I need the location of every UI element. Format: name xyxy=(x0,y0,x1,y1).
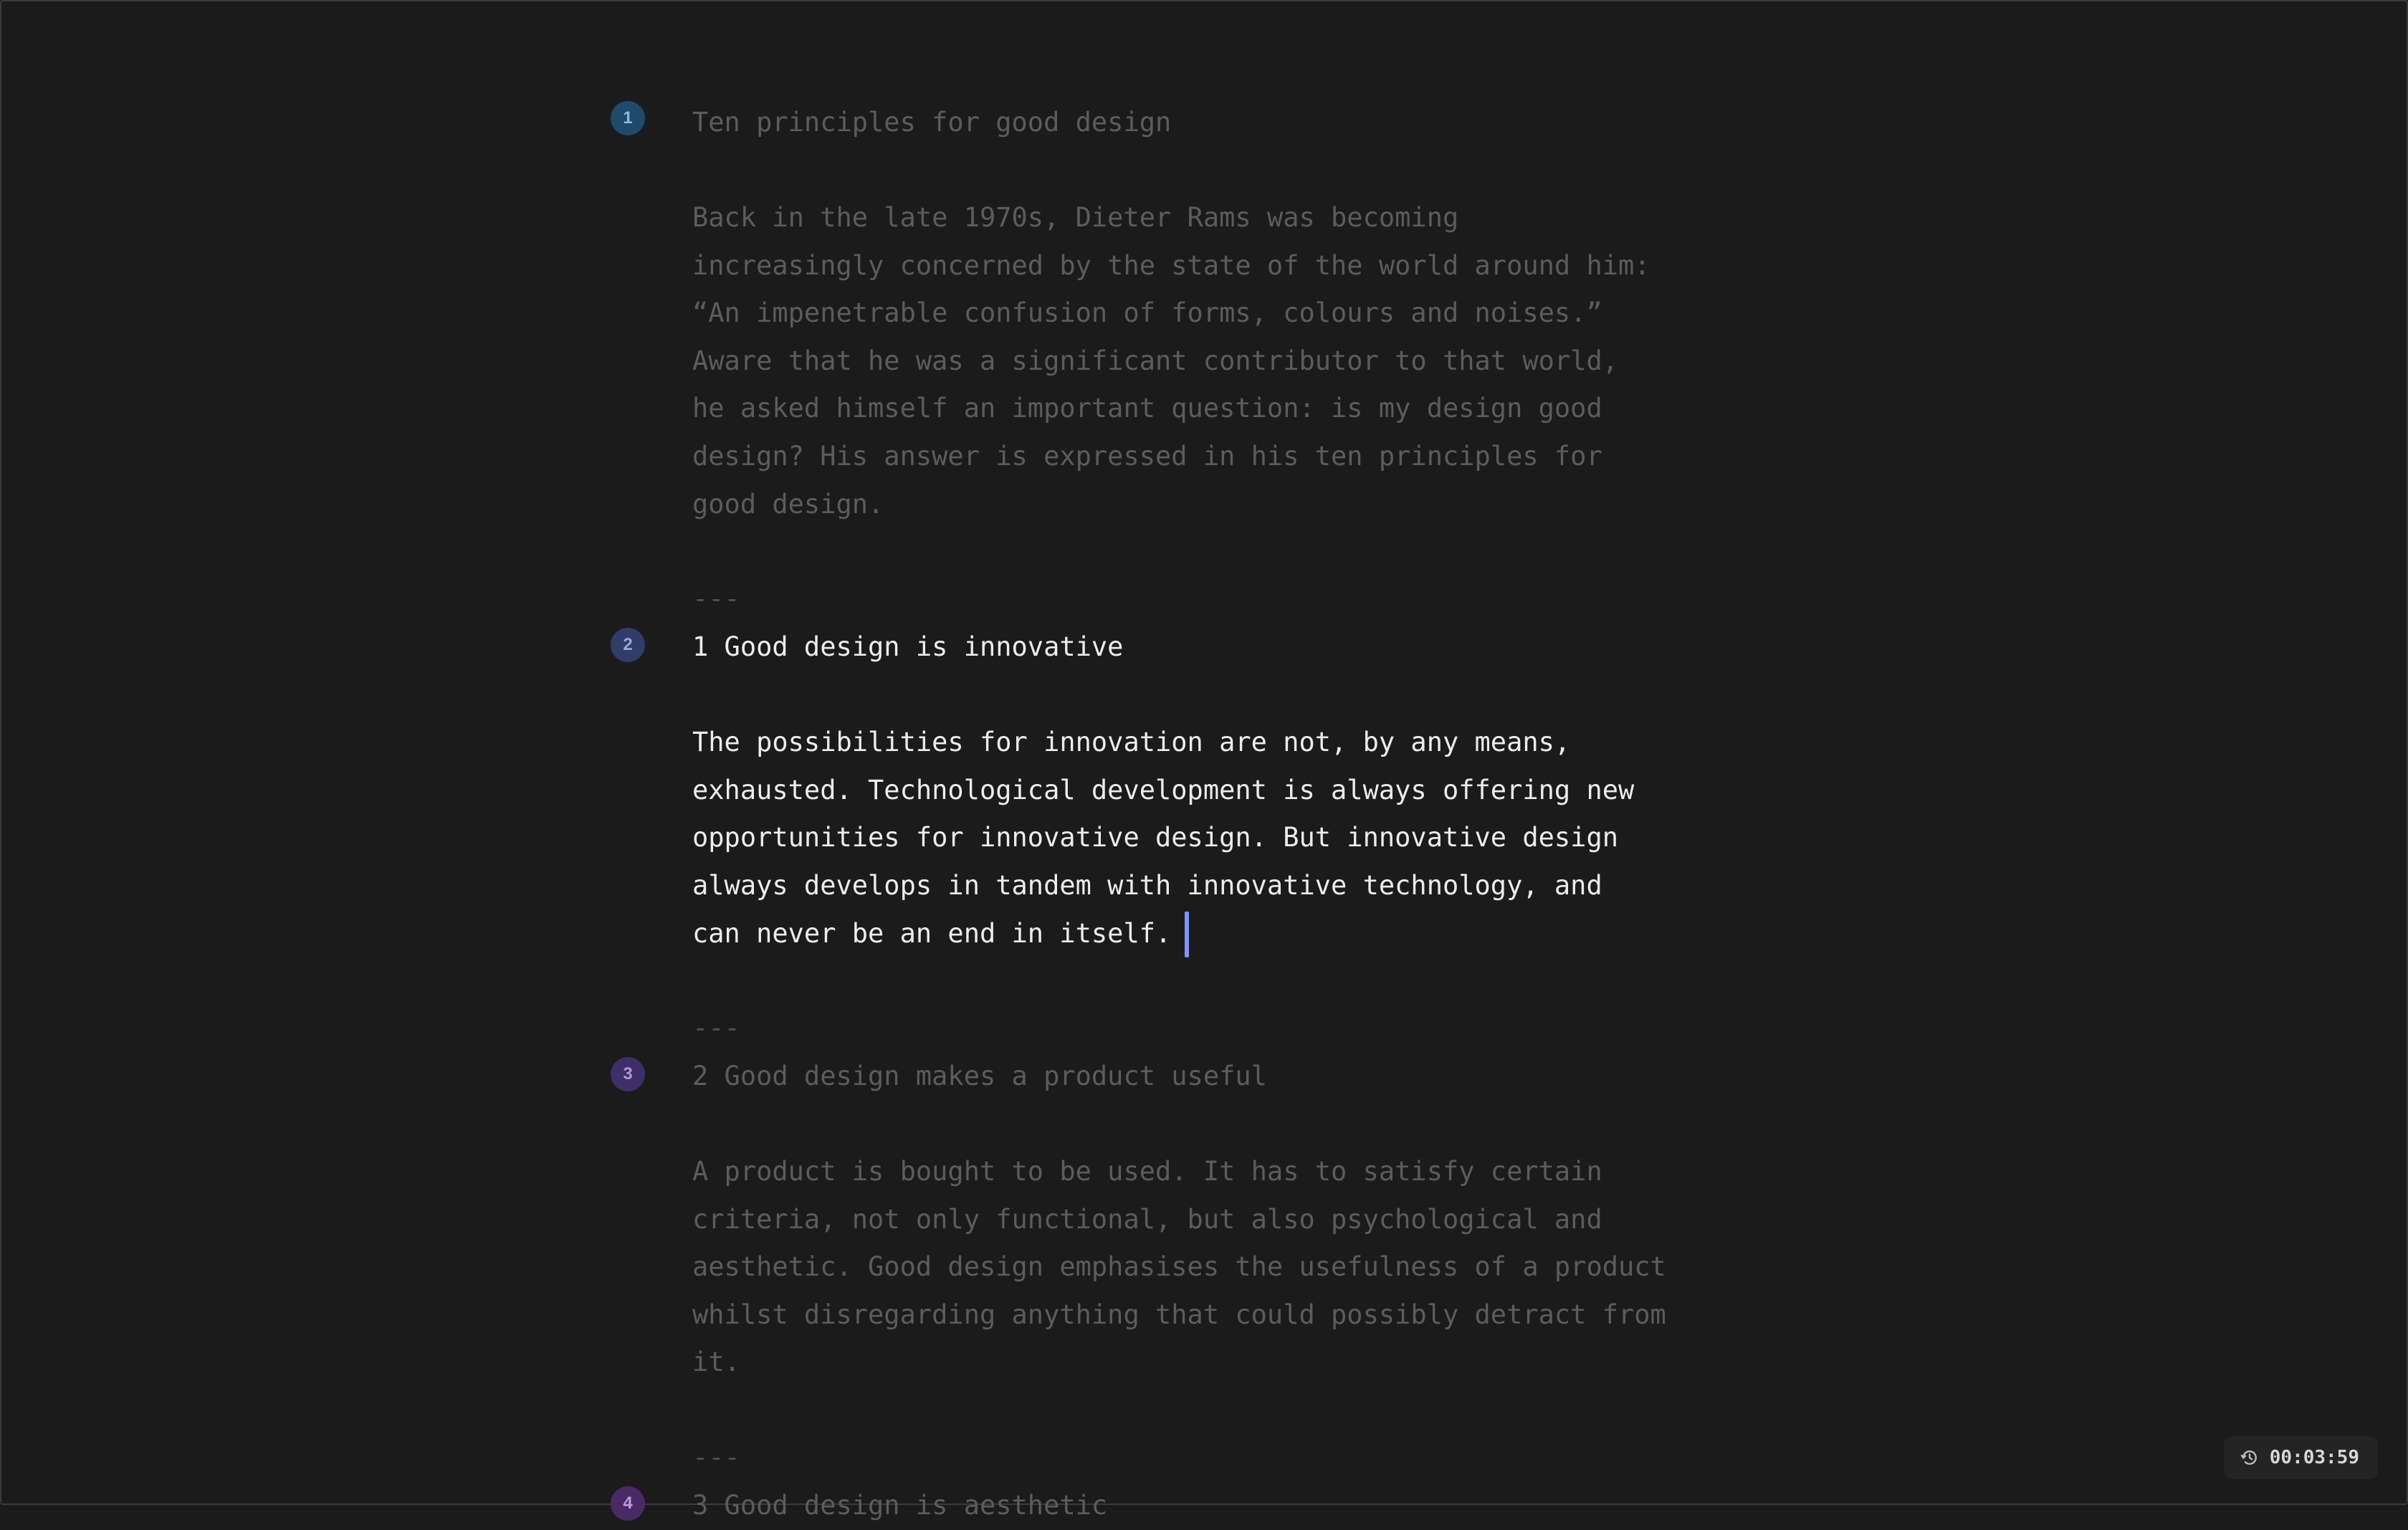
paragraph-1-line-7[interactable]: good design. xyxy=(692,489,884,520)
paragraph-3-line-3[interactable]: aesthetic. Good design emphasises the usefulness of a product xyxy=(692,1251,1666,1282)
paragraph-number-badge-4[interactable]: 4 xyxy=(611,1486,645,1521)
session-timer[interactable] xyxy=(2224,1436,2378,1479)
paragraph-1-line-5[interactable]: he asked himself an important question: is my design good xyxy=(692,393,1602,424)
paragraph-1-line-3[interactable]: “An impenetrable confusion of forms, colours and noises.” xyxy=(692,297,1602,328)
history-clock-icon xyxy=(2240,1448,2260,1468)
paragraph-2-line-5[interactable]: can never be an end in itself. xyxy=(692,918,1172,949)
timer-value: 00:03:59 xyxy=(2269,1447,2359,1468)
paragraph-3-line-1[interactable]: A product is bought to be used. It has to satisfy certain xyxy=(692,1156,1602,1187)
paragraph-1-line-4[interactable]: Aware that he was a significant contributor to that world, xyxy=(692,345,1619,376)
heading-3[interactable]: 2 Good design makes a product useful xyxy=(692,1061,1267,1091)
text-editor[interactable] xyxy=(1,1,2408,1521)
paragraph-2-line-3[interactable]: opportunities for innovative design. But innovative design xyxy=(692,822,1619,853)
paragraph-3-line-2[interactable]: criteria, not only functional, but also psychological and xyxy=(692,1204,1602,1235)
heading-1[interactable]: Ten principles for good design xyxy=(692,107,1172,138)
paragraph-2-line-2[interactable]: exhausted. Technological development is always offering new xyxy=(692,775,1635,805)
separator-2[interactable]: --- xyxy=(692,1013,740,1043)
paragraph-number-badge-1[interactable]: 1 xyxy=(611,101,645,135)
separator-1[interactable]: --- xyxy=(692,583,740,614)
paragraph-3-line-4[interactable]: whilst disregarding anything that could possibly detract from xyxy=(692,1299,1666,1330)
paragraph-1-line-6[interactable]: design? His answer is expressed in his ten principles for xyxy=(692,441,1602,472)
paragraph-1-line-1[interactable]: Back in the late 1970s, Dieter Rams was becoming xyxy=(692,202,1459,233)
paragraph-1-line-2[interactable]: increasingly concerned by the state of the world around him: xyxy=(692,250,1650,281)
heading-2[interactable]: 1 Good design is innovative xyxy=(692,631,1124,662)
paragraph-number-badge-3[interactable]: 3 xyxy=(611,1057,645,1091)
heading-4[interactable]: 3 Good design is aesthetic xyxy=(692,1490,1108,1521)
paragraph-2-line-1[interactable]: The possibilities for innovation are not, by any means, xyxy=(692,727,1571,757)
paragraph-2-line-4[interactable]: always develops in tandem with innovative technology, and xyxy=(692,870,1602,901)
paragraph-number-badge-2[interactable]: 2 xyxy=(611,628,645,662)
text-cursor xyxy=(1185,912,1189,957)
paragraph-3-line-5[interactable]: it. xyxy=(692,1347,740,1377)
separator-3[interactable]: --- xyxy=(692,1442,740,1473)
